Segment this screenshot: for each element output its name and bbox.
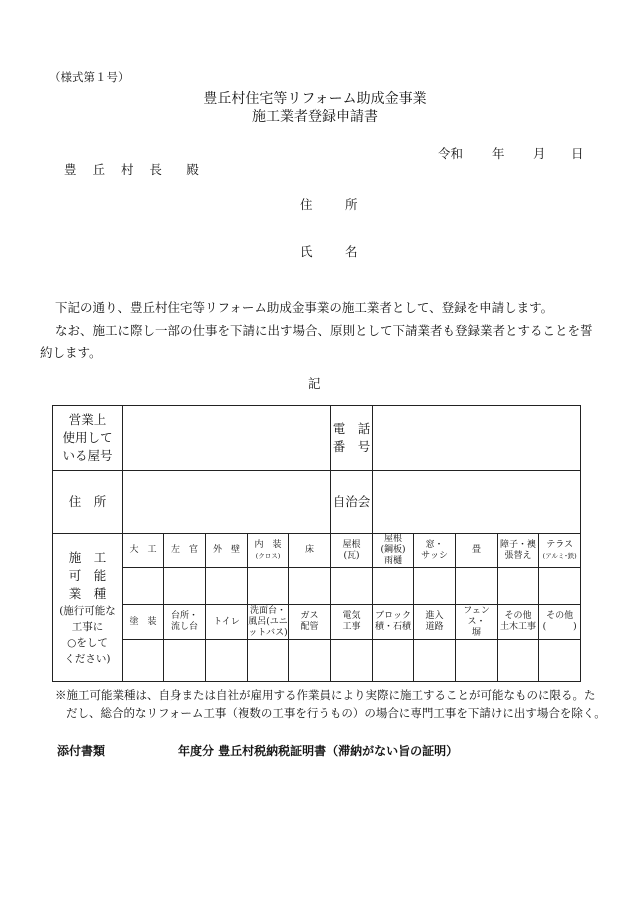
work-type-check-cell[interactable] — [456, 640, 498, 682]
work-type-category: 塗 装 — [123, 605, 164, 640]
work-type-category: ガス 配管 — [289, 605, 331, 640]
note-line-1: ※施工可能業種は、自身または自社が雇用する作業員により実際に施工することが可能なものに限る。た — [55, 688, 596, 702]
work-type-category: その他 ( ) — [539, 605, 581, 640]
address-field[interactable] — [123, 471, 331, 534]
work-type-category: フェンス・ 塀 — [456, 605, 498, 640]
work-type-check-cell[interactable] — [164, 568, 206, 605]
work-type-check-cell[interactable] — [373, 640, 414, 682]
work-type-category: 屋根 (鋼板) 雨樋 — [373, 534, 414, 568]
work-type-check-cell[interactable] — [498, 640, 539, 682]
form-title-line1: 豊丘村住宅等リフォーム助成金事業 — [203, 91, 427, 107]
work-type-category: その他 土木工事 — [498, 605, 539, 640]
work-type-check-cell[interactable] — [539, 568, 581, 605]
trade-name-label: 営業上 使用して いる屋号 — [53, 406, 123, 471]
body-paragraph-1: 下記の通り、豊丘村住宅等リフォーム助成金事業の施工業者として、登録を申請します。 — [55, 300, 554, 315]
work-type-category: 外 壁 — [206, 534, 248, 568]
work-type-check-cell[interactable] — [164, 640, 206, 682]
work-type-check-cell[interactable] — [331, 568, 373, 605]
phone-label: 電 話 番 号 — [331, 406, 373, 471]
work-type-check-cell[interactable] — [414, 568, 456, 605]
work-type-check-cell[interactable] — [289, 568, 331, 605]
work-type-category: 屋根 (瓦) — [331, 534, 373, 568]
work-type-category: 進入 道路 — [414, 605, 456, 640]
work-type-category: 内 装 (クロス) — [248, 534, 289, 568]
attachments-label: 添付書類 — [57, 744, 106, 758]
work-type-category: 左 官 — [164, 534, 206, 568]
work-type-category: 大 工 — [123, 534, 164, 568]
note-line-2: だし、総合的なリフォーム工事（複数の工事を行うもの）の場合に専門工事を下請けに出す場合を除く。 — [66, 706, 606, 720]
form-title-line2: 施工業者登録申請書 — [252, 109, 378, 125]
work-type-check-cell[interactable] — [373, 568, 414, 605]
applicant-name-label: 氏 名 — [300, 244, 368, 259]
work-type-category: 洗面台・ 風呂(ユニ ットバス) — [248, 605, 288, 638]
work-type-check-cell[interactable] — [539, 640, 581, 682]
community-label: 自治会 — [331, 471, 373, 534]
phone-field[interactable] — [373, 406, 581, 471]
work-type-check-cell[interactable] — [206, 640, 248, 682]
date-day: 日 — [571, 146, 584, 161]
ki-heading: 記 — [308, 376, 321, 391]
work-type-check-cell[interactable] — [289, 640, 331, 682]
work-type-check-cell[interactable] — [123, 640, 164, 682]
body-paragraph-2-line2: 約します。 — [40, 345, 102, 360]
date-year: 年 — [492, 146, 505, 161]
work-type-category: 窓・ サッシ — [414, 534, 456, 568]
addressee: 豊 丘 村 長 殿 — [64, 162, 205, 177]
work-type-check-cell[interactable] — [498, 568, 539, 605]
work-type-check-cell[interactable] — [248, 568, 289, 605]
work-type-check-cell[interactable] — [414, 640, 456, 682]
trade-name-field[interactable] — [123, 406, 331, 471]
work-type-category: テラス (アルミ･鉄) — [539, 534, 581, 568]
attachments-item: 年度分 豊丘村税納税証明書（滞納がない旨の証明） — [178, 744, 459, 758]
work-type-category: 台所・ 流し台 — [164, 605, 206, 640]
registration-table — [52, 405, 581, 682]
body-paragraph-2-line1: なお、施工に際し一部の仕事を下請に出す場合、原則として下請業者も登録業者とすることを誓 — [55, 323, 593, 338]
work-type-category: 床 — [289, 534, 331, 568]
work-type-category: 電気 工事 — [331, 605, 373, 640]
date-month: 月 — [533, 146, 546, 161]
work-type-category: ブロック 積・石積 — [373, 605, 414, 640]
work-type-check-cell[interactable] — [331, 640, 373, 682]
date-era: 令和 — [438, 146, 464, 161]
community-field[interactable] — [373, 471, 581, 534]
work-type-check-cell[interactable] — [123, 568, 164, 605]
work-type-check-cell[interactable] — [456, 568, 498, 605]
work-type-category: 畳 — [456, 534, 498, 568]
work-types-label: 施 工 可 能 業 種 (施行可能な 工事に ○をして ください) — [53, 534, 123, 682]
work-type-category: 障子・襖 張替え — [498, 534, 539, 568]
work-type-check-cell[interactable] — [248, 640, 289, 682]
applicant-address-label: 住 所 — [300, 197, 368, 212]
work-type-check-cell[interactable] — [206, 568, 248, 605]
address-label: 住 所 — [53, 471, 123, 534]
form-number: （様式第１号） — [49, 70, 130, 84]
work-type-category: トイレ — [206, 605, 248, 640]
